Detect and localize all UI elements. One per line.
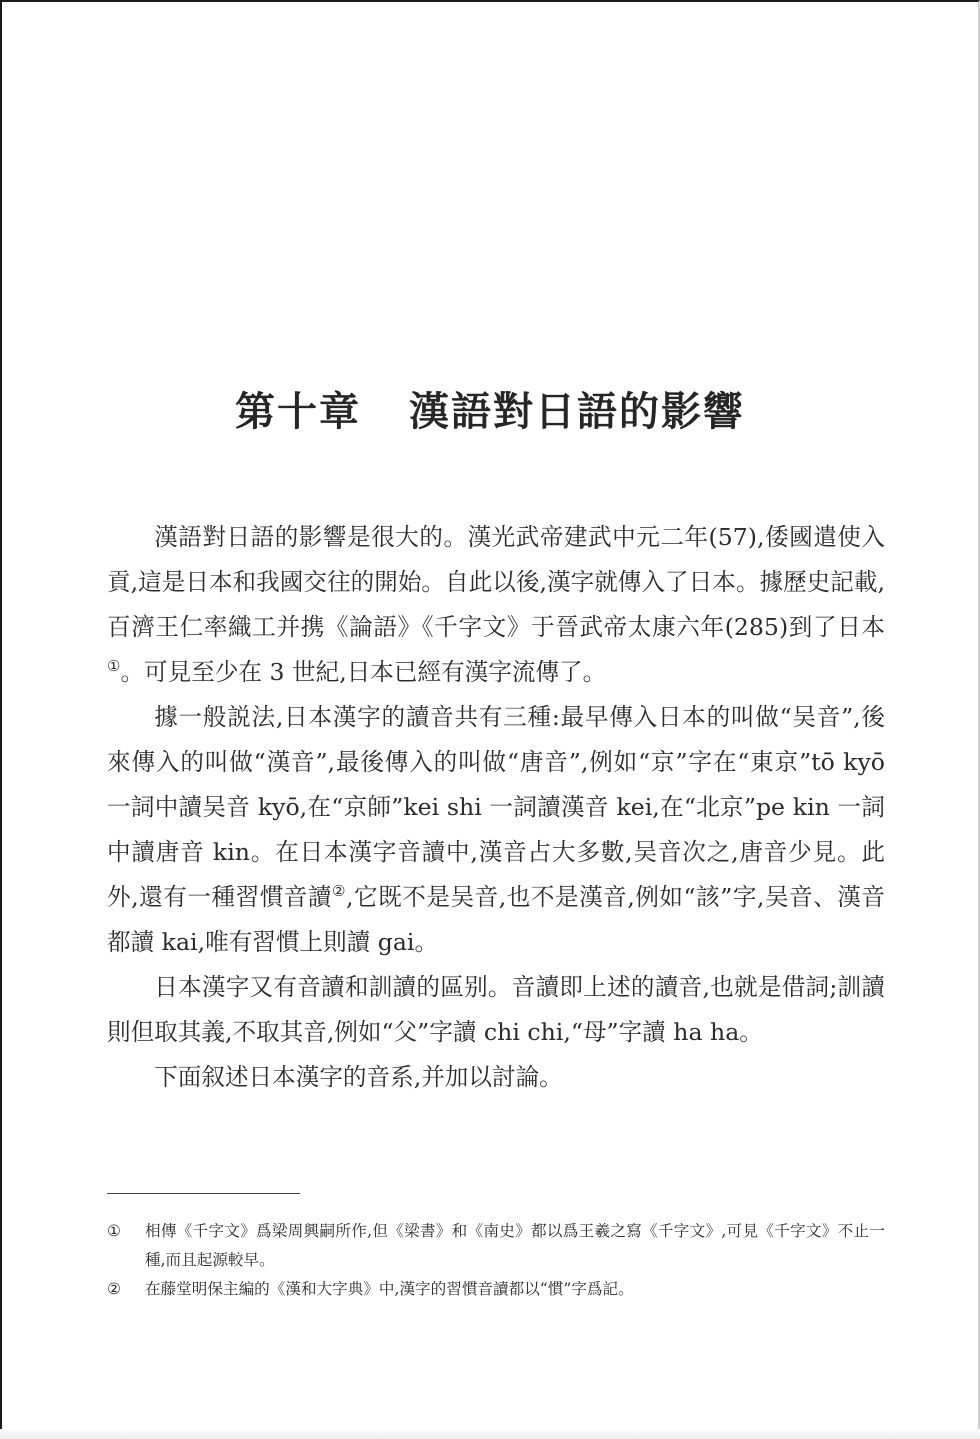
footnote-1-mark: ① xyxy=(107,1222,121,1240)
paragraph-1 xyxy=(107,515,885,695)
paragraph-4: 下面叙述日本漢字的音系,并加以討論。 xyxy=(154,1063,563,1091)
body-text xyxy=(107,515,885,1100)
chapter-heading: 漢語對日語的影響 xyxy=(409,388,745,435)
footnote-1-text: 相傳《千字文》爲梁周興嗣所作,但《梁書》和《南史》都以爲王羲之寫《千字文》,可見《千字文》不止一種,而且起源較早。 xyxy=(145,1222,885,1269)
footnote-ref-1[interactable]: ① xyxy=(107,657,121,675)
footnote-2 xyxy=(107,1275,885,1304)
footnote-ref-2[interactable]: ② xyxy=(332,882,347,900)
footnote-divider xyxy=(107,1193,300,1194)
footnote-2-mark: ② xyxy=(107,1280,121,1298)
paragraph-2-text-cont: ,它既不是吴音,也不是漢音,例如“該”字,吴音、漢音都讀 kai,唯有習慣上則讀 gai。 xyxy=(107,883,885,956)
footnote-2-text: 在藤堂明保主編的《漢和大字典》中,漢字的習慣音讀都以“慣”字爲記。 xyxy=(145,1280,634,1298)
paragraph-1-text: 漢語對日語的影響是很大的。漢光武帝建武中元二年(57),倭國遣使入貢,這是日本和我國交往的開始。自此以後,漢字就傳入了日本。據歷史記載,百濟王仁率織工并携《論語》《千字文》于晉武帝太康六年(285)到了日本 xyxy=(107,523,885,641)
paragraph-1-text-cont: 。可見至少在 3 世紀,日本已經有漢字流傳了。 xyxy=(120,658,607,686)
chapter-title xyxy=(0,380,980,437)
paragraph-2 xyxy=(107,695,885,965)
paragraph-3: 日本漢字又有音讀和訓讀的區别。音讀即上述的讀音,也就是借詞;訓讀則但取其義,不取其音,例如“父”字讀 chi chi,“母”字讀 ha ha。 xyxy=(107,973,885,1046)
footnote-1 xyxy=(107,1217,885,1275)
chapter-number: 第十章 xyxy=(235,388,361,435)
footnotes xyxy=(107,1217,885,1304)
page-bottom-edge xyxy=(0,1429,980,1439)
paragraph-2-text: 據一般説法,日本漢字的讀音共有三種:最早傳入日本的叫做“吴音”,後來傳入的叫做“漢音”,最後傳入的叫做“唐音”,例如“京”字在“東京”tō kyō 一詞中讀吴音 kyō,在“京師”kei shi 一詞讀漢音 kei,在“北京”pe kin 一詞中讀唐音 kin。在日本漢字音讀中,漢音占大多數,吴音次之,唐音少見。此外,還有一種習慣音讀 xyxy=(107,703,885,911)
